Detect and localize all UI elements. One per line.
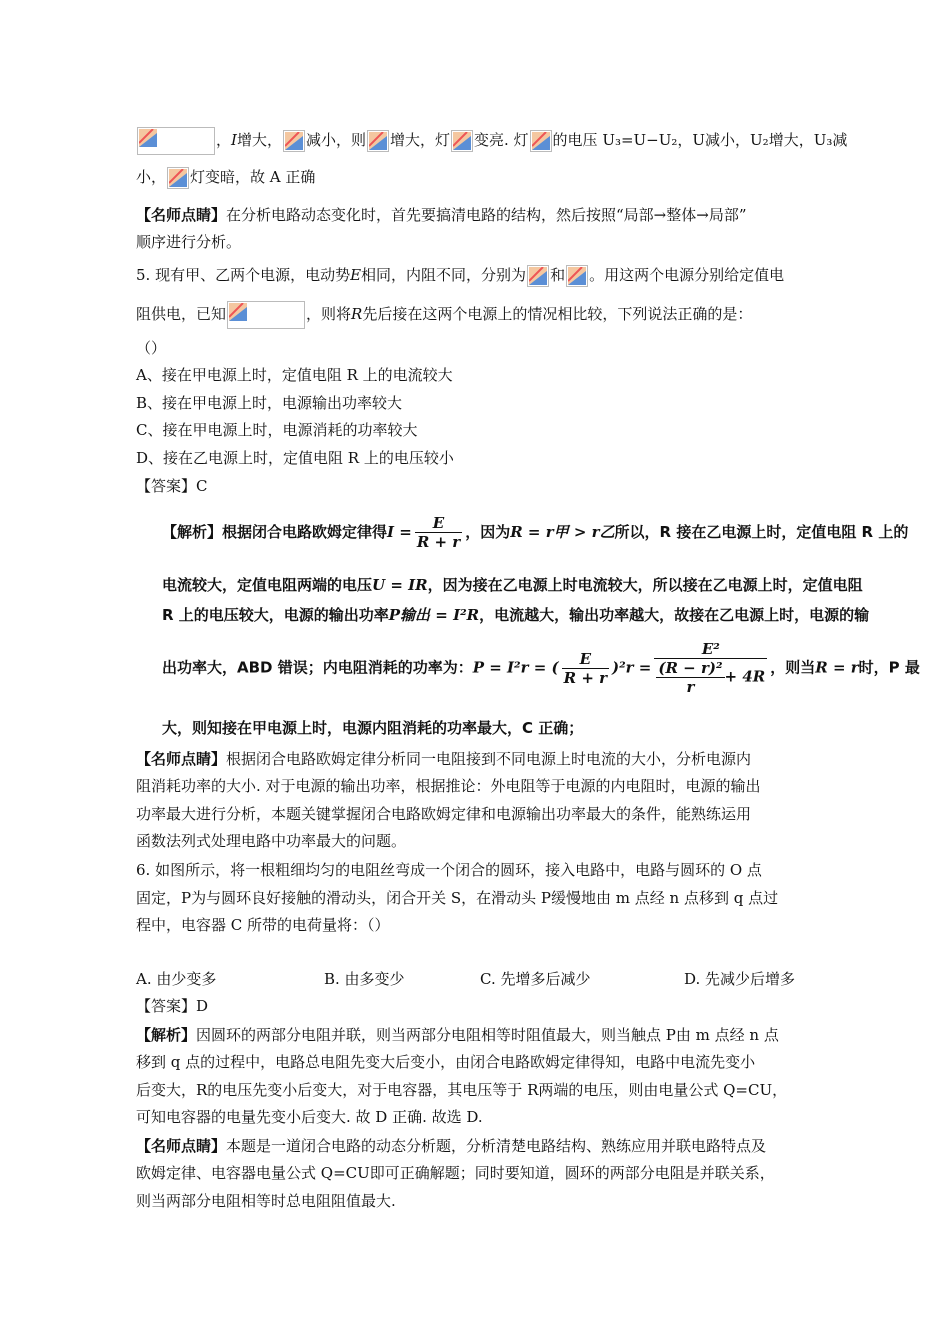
text: 小， bbox=[136, 168, 167, 186]
text: 5. 现有甲、乙两个电源，电动势 bbox=[136, 266, 351, 284]
text: 的电压 U₃=U−U₂，U减小，U₂增大，U₃减 bbox=[552, 131, 848, 149]
broken-image-icon bbox=[451, 130, 473, 152]
text: ，电流越大，输出功率越大，故接在乙电源上时，电源的输 bbox=[479, 606, 870, 624]
text: 变亮. 灯 bbox=[474, 131, 529, 149]
tip-line bbox=[136, 775, 761, 797]
text: 出功率大，ABD 错误；内电阻消耗的功率为： bbox=[162, 658, 473, 677]
solution-line bbox=[136, 1024, 779, 1046]
numerator: E² bbox=[654, 640, 767, 659]
text: 增大， bbox=[236, 131, 282, 149]
math: )²r = bbox=[612, 658, 652, 677]
denominator bbox=[654, 659, 767, 696]
numerator: E bbox=[562, 650, 609, 669]
text: ，则将 bbox=[306, 305, 352, 323]
solution-line bbox=[136, 1051, 755, 1073]
broken-image-icon bbox=[527, 265, 549, 287]
math: P输出 = I²R bbox=[388, 606, 480, 624]
text: R 上的电压较大，电源的输出功率 bbox=[162, 606, 389, 624]
math-symbol: R bbox=[351, 305, 363, 323]
solution-line bbox=[162, 514, 908, 551]
text: 根据闭合电路欧姆定律分析同一电阻接到不同电源上时电流的大小，分析电源内 bbox=[226, 750, 752, 768]
text: 函数法列式处理电路中功率最大的问题。 bbox=[136, 832, 407, 850]
text: 先后接在这两个电源上的情况相比较，下列说法正确的是： bbox=[362, 305, 753, 323]
text: + 4R bbox=[724, 667, 766, 686]
text: ， bbox=[216, 131, 232, 149]
answer-line bbox=[136, 475, 207, 497]
text-line bbox=[136, 166, 315, 189]
option-a bbox=[136, 364, 453, 386]
question-5-line bbox=[136, 264, 784, 287]
fraction bbox=[562, 650, 609, 687]
options-row bbox=[136, 968, 816, 990]
text: 电流较大，定值电阻两端的电压 bbox=[162, 576, 373, 594]
text: 灯变暗，故 A 正确 bbox=[190, 168, 316, 186]
text: 则当两部分电阻相等时总电阻阻值最大. bbox=[136, 1192, 396, 1210]
broken-image-icon bbox=[283, 130, 305, 152]
solution-line bbox=[162, 574, 863, 595]
broken-image-icon bbox=[367, 130, 389, 152]
tip-line bbox=[136, 748, 751, 770]
math-symbol: E bbox=[350, 266, 362, 284]
math: U = IR bbox=[372, 576, 428, 594]
text: 固定，P为与圆环良好接触的滑动头，闭合开关 S，在滑动头 P缓慢地由 m 点经 n 点移到 q 点过 bbox=[136, 889, 779, 907]
text: 6. 如图所示，将一根粗细均匀的电阻丝弯成一个闭合的圆环，接入电路中，电路与圆环的 O 点 bbox=[136, 861, 762, 879]
text: 程中，电容器 C 所带的电荷量将：（） bbox=[136, 916, 390, 934]
denominator: r bbox=[686, 678, 695, 696]
math: R = r甲 > r乙 bbox=[510, 523, 615, 541]
broken-image-icon bbox=[137, 127, 215, 155]
math: P = I²r = ( bbox=[472, 658, 559, 677]
option-d: D. 先减少后增多 bbox=[684, 970, 796, 988]
text: 大，则知接在甲电源上时，电源内阻消耗的功率最大，C 正确； bbox=[162, 719, 584, 737]
denominator: R + r bbox=[563, 668, 608, 687]
text: 移到 q 点的过程中，电路总电阻先变大后变小，由闭合电路欧姆定律得知，电路中电流先变小 bbox=[136, 1053, 756, 1071]
text: B、接在甲电源上时，电源输出功率较大 bbox=[136, 394, 403, 412]
math: I = bbox=[387, 523, 412, 541]
broken-image-icon bbox=[566, 265, 588, 287]
solution-line bbox=[162, 640, 920, 696]
answer-paren bbox=[136, 337, 166, 359]
text: 阻消耗功率的大小. 对于电源的输出功率，根据推论：外电阻等于电源的内电阻时，电源的输出 bbox=[136, 777, 761, 795]
tip-line bbox=[136, 1162, 775, 1184]
tip-line bbox=[136, 231, 241, 253]
text: 减小，则 bbox=[305, 131, 366, 149]
tip-label: 【名师点睛】 bbox=[136, 750, 227, 768]
question-6-line bbox=[136, 859, 762, 881]
numerator: (R − r)² bbox=[658, 659, 723, 677]
solution-line bbox=[136, 1079, 787, 1101]
text: 。用这两个电源分别给定值电 bbox=[589, 266, 785, 284]
text: C、接在甲电源上时，电源消耗的功率较大 bbox=[136, 421, 418, 439]
text: D、接在乙电源上时，定值电阻 R 上的电压较小 bbox=[136, 449, 454, 467]
text: 本题是一道闭合电路的动态分析题，分析清楚电路结构、熟练应用并联电路特点及 bbox=[226, 1137, 767, 1155]
text: 后变大，R的电压先变小后变大，对于电容器，其电压等于 R两端的电压，则由电量公式 Q=CU， bbox=[136, 1081, 788, 1099]
tip-label: 【名师点睛】 bbox=[136, 1137, 227, 1155]
text: A、接在甲电源上时，定值电阻 R 上的电流较大 bbox=[136, 366, 453, 384]
fraction bbox=[654, 640, 767, 696]
text: 因圆环的两部分电阻并联，则当两部分电阻相等时阻值最大，则当触点 P由 m 点经 n 点 bbox=[196, 1026, 779, 1044]
tip-label: 【名师点睛】 bbox=[136, 206, 227, 224]
tip-line bbox=[136, 1135, 766, 1157]
solution-label: 【解析】 bbox=[136, 1026, 197, 1044]
text: 顺序进行分析。 bbox=[136, 233, 242, 251]
text: 所以，R 接在乙电源上时，定值电阻 R 上的 bbox=[614, 523, 909, 541]
option-d bbox=[136, 447, 454, 469]
text: 【解析】根据闭合电路欧姆定律得 bbox=[162, 523, 388, 541]
text: ，因为 bbox=[465, 523, 511, 541]
solution-line bbox=[162, 717, 583, 738]
text: ，则当 bbox=[770, 658, 816, 677]
question-6-line bbox=[136, 914, 390, 936]
option-c: C. 先增多后减少 bbox=[480, 970, 591, 988]
tip-line bbox=[136, 204, 747, 226]
option-b bbox=[136, 392, 402, 414]
broken-image-icon bbox=[530, 130, 552, 152]
text: （） bbox=[136, 339, 167, 357]
denominator: R + r bbox=[416, 533, 461, 551]
text-line bbox=[136, 127, 847, 155]
text: 和 bbox=[550, 266, 566, 284]
question-5-line bbox=[136, 301, 752, 329]
solution-line bbox=[162, 604, 869, 625]
tip-line bbox=[136, 803, 751, 825]
math: R = r bbox=[815, 658, 859, 677]
text: 【答案】C bbox=[136, 477, 208, 495]
tip-line bbox=[136, 830, 406, 852]
text: 欧姆定律、电容器电量公式 Q=CU即可正确解题；同时要知道，圆环的两部分电阻是并联关系， bbox=[136, 1164, 775, 1182]
fraction bbox=[415, 514, 462, 551]
text: 功率最大进行分析，本题关键掌握闭合电路欧姆定律和电源输出功率最大的条件，能熟练运用 bbox=[136, 805, 752, 823]
text: ，因为接在乙电源上时电流较大，所以接在乙电源上时，定值电阻 bbox=[427, 576, 863, 594]
text: 时，P 最 bbox=[858, 658, 920, 677]
option-a: A. 由少变多 bbox=[136, 970, 217, 988]
text: 增大，灯 bbox=[389, 131, 450, 149]
option-b: B. 由多变少 bbox=[324, 970, 405, 988]
text: 相同，内阻不同，分别为 bbox=[361, 266, 527, 284]
solution-line bbox=[136, 1106, 483, 1128]
answer-line bbox=[136, 995, 208, 1017]
tip-line bbox=[136, 1190, 396, 1212]
math-symbol: I bbox=[231, 131, 237, 149]
text: 阻供电，已知 bbox=[136, 305, 227, 323]
question-6-line bbox=[136, 887, 778, 909]
broken-image-icon bbox=[167, 167, 189, 189]
text: 在分析电路动态变化时，首先要搞清电路的结构，然后按照“局部→整体→局部” bbox=[226, 206, 747, 224]
text: 【答案】D bbox=[136, 997, 209, 1015]
option-c bbox=[136, 419, 417, 441]
broken-image-icon bbox=[227, 301, 305, 329]
text: 可知电容器的电量先变小后变大. 故 D 正确. 故选 D. bbox=[136, 1108, 483, 1126]
numerator: E bbox=[415, 514, 462, 533]
